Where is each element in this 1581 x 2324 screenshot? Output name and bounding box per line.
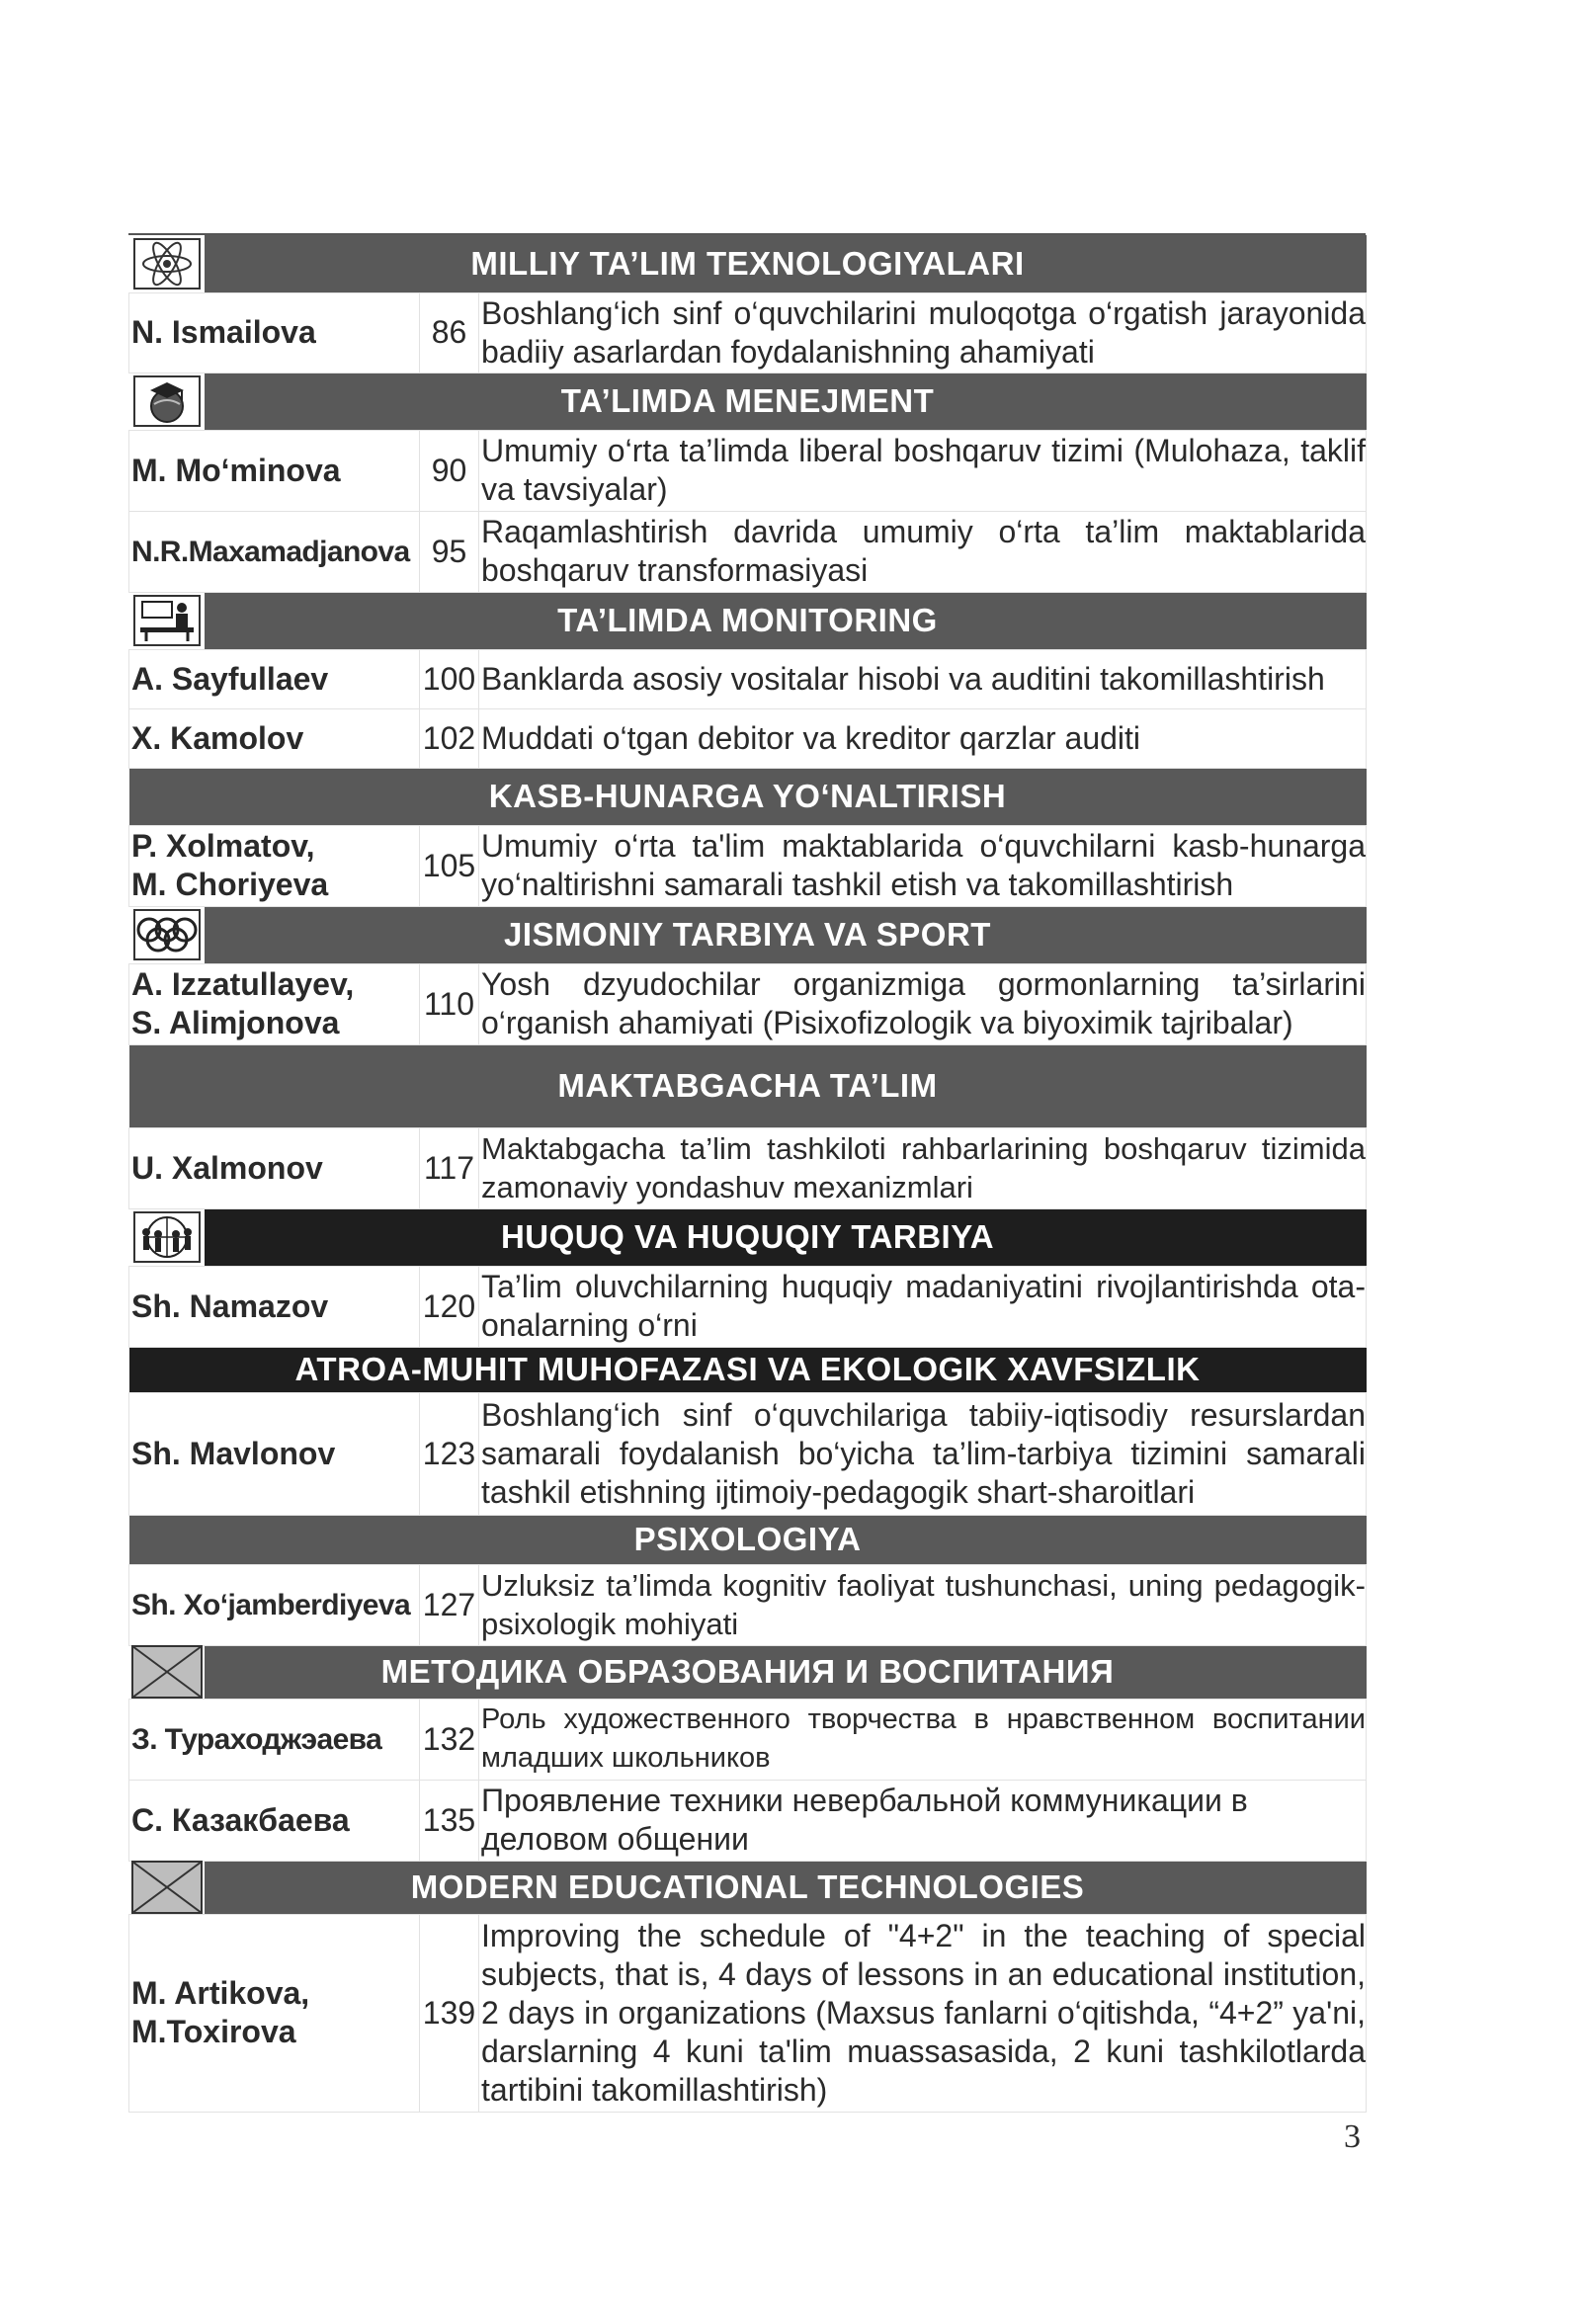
section-heading: TA’LIMDA MONITORING [557, 602, 938, 638]
entry-title: Umumiy o‘rta ta’limda liberal boshqaruv tizimi (Mulohaza, taklif va tavsiyalar) [479, 430, 1367, 511]
olympic-rings-icon [129, 907, 205, 963]
table-row [129, 1914, 1367, 2112]
entry-page: 139 [420, 1914, 479, 2112]
table-row [129, 1127, 1367, 1208]
entry-page: 86 [420, 292, 479, 373]
entry-page: 90 [420, 430, 479, 511]
section-header [129, 1861, 1367, 1914]
entry-page: 117 [420, 1127, 479, 1208]
entry-page: 120 [420, 1266, 479, 1347]
entry-author: N.R.Maxamadjanova [129, 511, 420, 592]
table-of-contents [128, 235, 1366, 2113]
section-heading: MILLIY TA’LIM TEXNOLOGIYALARI [470, 244, 1025, 282]
atom-icon [129, 235, 205, 292]
table-row [129, 825, 1367, 906]
teacher-desk-icon [129, 593, 205, 649]
section-header [129, 1645, 1367, 1699]
section-heading: MODERN EDUCATIONAL TECHNOLOGIES [410, 1868, 1085, 1905]
table-row [129, 708, 1367, 768]
section-header [129, 768, 1367, 825]
table-row [129, 511, 1367, 592]
entry-title: Umumiy o‘rta ta'lim maktablarida o‘quvchilarni kasb-hunarga yo‘naltirishni samarali tashkil etish va takomillashtirish [479, 825, 1367, 906]
section-heading: MAKTABGACHA TA’LIM [557, 1067, 938, 1104]
contents-table [128, 235, 1367, 2113]
entry-author: Sh. Mavlonov [129, 1392, 420, 1515]
entry-title: Raqamlashtirish davrida umumiy o‘rta ta’lim maktablarida boshqaruv transformasiyasi [479, 511, 1367, 592]
entry-author: U. Xalmonov [129, 1127, 420, 1208]
table-row [129, 649, 1367, 708]
children-globe-icon [129, 1209, 205, 1266]
placeholder-cross-icon [129, 1862, 205, 1914]
section-heading: JISMONIY TARBIYA VA SPORT [504, 916, 991, 953]
table-row [129, 1699, 1367, 1780]
entry-title: Muddati o‘tgan debitor va kreditor qarzlar auditi [479, 708, 1367, 768]
entry-author: A. Izzatullayev, S. Alimjonova [129, 963, 420, 1044]
entry-page: 95 [420, 511, 479, 592]
section-header [129, 235, 1367, 292]
section-header [129, 906, 1367, 963]
section-heading: HUQUQ VA HUQUQIY TARBIYA [500, 1218, 995, 1255]
page-number: 3 [1344, 2118, 1361, 2155]
placeholder-cross-icon [129, 1646, 205, 1699]
entry-author: N. Ismailova [129, 292, 420, 373]
table-row [129, 1564, 1367, 1645]
entry-author: A. Sayfullaev [129, 649, 420, 708]
entry-title: Maktabgacha ta’lim tashkiloti rahbarlarining boshqaruv tizimida zamonaviy yondashuv mexanizmlari [479, 1127, 1367, 1208]
entry-author: З. Тураходжэаева [129, 1699, 420, 1780]
entry-author: С. Казакбаева [129, 1780, 420, 1861]
entry-page: 135 [420, 1780, 479, 1861]
entry-title: Роль художественного творчества в нравственном воспитании младших школьников [479, 1699, 1367, 1780]
section-heading: TA’LIMDA MENEJMENT [560, 382, 935, 419]
entry-author: Sh. Namazov [129, 1266, 420, 1347]
entry-author: M. Mo‘minova [129, 430, 420, 511]
section-header [129, 592, 1367, 649]
entry-page: 102 [420, 708, 479, 768]
entry-title: Uzluksiz ta’limda kognitiv faoliyat tushunchasi, uning pedagogik-psixologik mohiyati [479, 1564, 1367, 1645]
table-row [129, 1266, 1367, 1347]
table-row [129, 292, 1367, 373]
entry-title: Boshlang‘ich sinf o‘quvchilariga tabiiy-iqtisodiy resurslardan samarali foydalanish bo‘yicha ta’lim-tarbiya tizimini samarali tashkil etishning ijtimoiy-pedagogik shart-sharoitlari [479, 1392, 1367, 1515]
entry-title: Yosh dzyudochilar organizmiga gormonlarning ta’sirlarini o‘rganish ahamiyati (Pisixofizologik va biyoximik tajribalar) [479, 963, 1367, 1044]
table-row [129, 430, 1367, 511]
section-header [129, 373, 1367, 430]
entry-page: 105 [420, 825, 479, 906]
section-header [129, 1208, 1367, 1266]
table-row [129, 1392, 1367, 1515]
entry-page: 127 [420, 1564, 479, 1645]
table-row [129, 963, 1367, 1044]
entry-author: X. Kamolov [129, 708, 420, 768]
entry-author: M. Artikova, M.Toxirova [129, 1914, 420, 2112]
entry-author: Sh. Xo‘jamberdiyeva [129, 1564, 420, 1645]
entry-author: P. Xolmatov, M. Choriyeva [129, 825, 420, 906]
section-heading: ATROA-MUHIT MUHOFAZASI VA EKOLOGIK XAVFSIZLIK [294, 1351, 1201, 1387]
section-header [129, 1044, 1367, 1127]
section-header [129, 1347, 1367, 1392]
section-heading: PSIXOLOGIYA [633, 1521, 862, 1557]
table-row [129, 1780, 1367, 1861]
entry-title: Banklarda asosiy vositalar hisobi va auditini takomillashtirish [479, 649, 1367, 708]
entry-page: 132 [420, 1699, 479, 1780]
entry-title: Boshlang‘ich sinf o‘quvchilarini muloqotga o‘rgatish jarayonida badiiy asarlardan foydalanishning ahamiyati [479, 292, 1367, 373]
entry-page: 100 [420, 649, 479, 708]
entry-title: Проявление техники невербальной коммуникации в деловом общении [479, 1780, 1367, 1861]
entry-title: Improving the schedule of "4+2" in the teaching of special subjects, that is, 4 days of lessons in an educational institution, 2 days in organizations (Maxsus fanlarni o‘qitishda, “4+2” ya'ni, darslarning 4 kuni ta'lim muassasasida, 2 kuni tashkilotlarda tartibini takomillashtirish) [479, 1914, 1367, 2112]
entry-page: 110 [420, 963, 479, 1044]
section-header [129, 1515, 1367, 1564]
entry-page: 123 [420, 1392, 479, 1515]
section-heading: МЕТОДИКА ОБРАЗОВАНИЯ И ВОСПИТАНИЯ [380, 1653, 1115, 1690]
section-heading: KASB-HUNARGA YO‘NALTIRISH [488, 778, 1007, 814]
graduation-globe-icon [129, 374, 205, 430]
entry-title: Ta’lim oluvchilarning huquqiy madaniyatini rivojlantirishda ota-onalarning o‘rni [479, 1266, 1367, 1347]
